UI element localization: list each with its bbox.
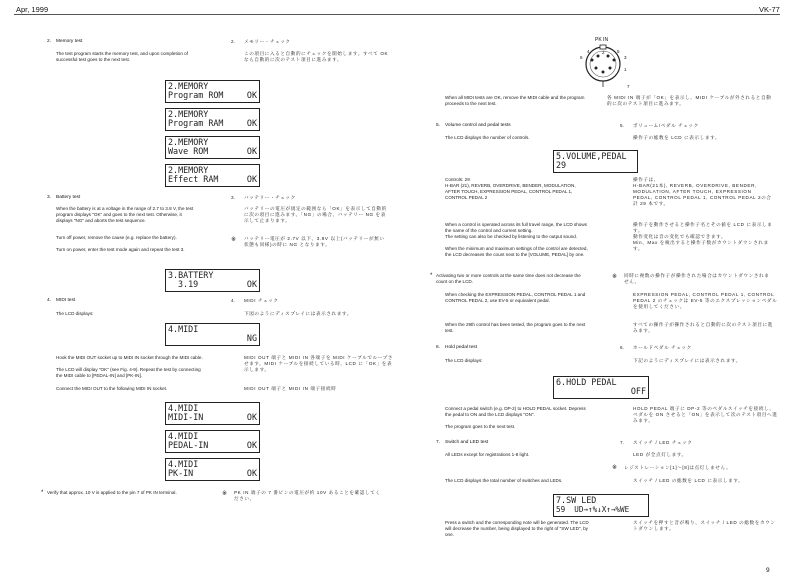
section-5-jp-text-c: Min、Max を検出すると操作子数がカウントダウンされます。	[633, 240, 769, 251]
lcd-memory-effect-ram	[165, 164, 260, 187]
lcd-midi-in	[165, 402, 260, 425]
pin-label-4: 4	[587, 49, 590, 54]
lcd-status: OK	[246, 468, 257, 478]
lcd-memory-program-rom	[165, 80, 260, 103]
section-7-leds-text: All LEDs except for registrations 1-8 light.	[445, 452, 530, 457]
section-3-text-1: When the battery is at a voltage in the range of 2.7 to 3.8 V, the test program displays "OK" and goes to the next test. Otherwise, it displays "NG" and aborts the test sequence.	[56, 206, 194, 223]
section-5-text-b: The setting can also be checked by listening to the output sound.	[445, 234, 578, 239]
section-5-jp-controls-list: H-BAR(21本), REVERB, OVERDRIVE, BENDER, MODULATION, AFTER TOUCH, EXPRESSION PEDAL, CONTROL PEDAL 1, CONTROL PEDAL 2の合計 29 本です。	[633, 183, 772, 206]
section-7-jp-note: レジストレーション[1]〜[8]は点灯しません。	[624, 465, 732, 470]
section-7-jp-display-text: スイッチ / LED の総数を LCD に表示します。	[633, 478, 744, 483]
lcd-line-1: 4.MIDI	[168, 324, 199, 334]
footnote-jp-mark: ※	[222, 491, 228, 497]
control-29-jp-text: すべての操作子が操作されると自動的に次のテスト項目に進みます。	[633, 322, 773, 333]
page-number: 9	[766, 567, 770, 574]
lcd-status: NG	[246, 333, 257, 343]
lcd-battery	[165, 269, 260, 292]
connector-label: PK IN	[595, 37, 609, 43]
lcd-memory-program-ram	[165, 108, 260, 131]
section-5-controls-count: Controls: 29	[445, 177, 470, 182]
lcd-status: OK	[246, 118, 257, 128]
lcd-line-1: 4.MIDI	[168, 459, 199, 469]
section-4-jp-text-2: MIDI OUT 端子と MIDI IN 端子接続時	[244, 386, 337, 391]
section-2-jp-text: この項目に入ると自動的にチェックを開始します。すべて OK なら自動的に次のテスト項目に進みます。	[244, 51, 389, 62]
section-5-jp-text-a: 操作子を動作させると操作子名とその値を LCD に表示します。	[633, 222, 773, 233]
section-5-text-c: When the minimum and maximum settings of the control are detected, the LCD decreases the count next to the [VOLUME, PEDAL] by one.	[445, 246, 588, 257]
section-2-text: The test program starts the memory test, and upon completion of successful test goes to the next test.	[56, 51, 189, 62]
asterisk-jp-mark: ※	[612, 274, 618, 280]
section-4-title: MIDI test	[56, 298, 76, 303]
header-model: VK-77	[759, 5, 780, 14]
section-4-text-2: The LCD will display "OK" (see Fig. 4-9). Repeat the test by connecting the MIDI cable to [PEDAL-IN] and [PK-IN].	[56, 367, 201, 378]
footnote-text: Verify that approx. 10 V is applied to the pin 7 of PK IN terminal.	[47, 490, 177, 495]
pin-label-2: 2	[602, 50, 605, 55]
lcd-line-2: Program ROM	[168, 90, 224, 100]
section-7-title: Switch and LED test	[445, 440, 489, 445]
section-4-text-3: Connect the MIDI OUT to the following MIDI IN socket.	[56, 386, 168, 391]
header-date: Apr, 1999	[16, 5, 49, 14]
pin-label-5: 5	[617, 49, 620, 54]
section-4-text-1: Hook the MIDI OUT socket up to MIDI IN socket through the MIDI cable.	[56, 355, 203, 360]
pk-in-connector-diagram	[572, 37, 634, 91]
lcd-line-1: 4.MIDI	[168, 431, 199, 441]
section-5-controls-list: H-BAR (21), REVERB, OVERDRIVE, BENDER, MODULATION, AFTER TOUCH, EXPRESSION PEDAL, CONTROL PEDAL 1, CONTROL PEDAL 2	[445, 183, 576, 200]
section-6-text-2: The program goes to the next test.	[445, 424, 516, 429]
lcd-line-2: Effect RAM	[168, 174, 219, 184]
section-7-jp-note-mark: ※	[612, 465, 618, 471]
section-5-text-a: When a control is operated across its full travel range, the LCD shows the name of the control and current setting.	[445, 222, 587, 233]
section-7-final-text: Press a switch and the corresponding note will be generated. The LCD will decrease the number, being displayed to the right of "SW LED", by one.	[445, 520, 589, 537]
section-7-number: 7.	[436, 440, 441, 445]
lcd-status: OK	[246, 174, 257, 184]
lcd-volume-pedal	[553, 150, 638, 173]
pin-label-6: 6	[580, 55, 583, 60]
asterisk-text: Activating two or more controls at the same time does not decrease the count on the LCD.	[436, 273, 581, 284]
section-7-jp-number: 7．	[620, 440, 629, 445]
section-5-display-text: The LCD displays the number of controls.	[445, 135, 530, 140]
midi-done-jp-text: 各 MIDI IN 端子が「OK」を表示し、MIDI ケーブルが外されると自動的に次のテスト項目に進みます。	[607, 95, 772, 106]
section-7-jp-title: スイッチ / LED チェック	[633, 440, 693, 445]
lcd-line-1: 4.MIDI	[168, 403, 199, 413]
section-6-text: Connect a pedal switch (e.g. DP-2) to HOLD PEDAL socket. Depress the pedal to ON and the LCD displays "ON".	[445, 406, 586, 417]
asterisk-mark: *	[430, 273, 433, 279]
lcd-line-1: 2.MEMORY	[168, 165, 209, 175]
connector-drawing	[572, 37, 634, 91]
lcd-midi-ng	[165, 323, 260, 346]
section-5-jp-display-text: 操作子の総数を LCD に表示します。	[633, 135, 721, 140]
lcd-memory-wave-rom	[165, 136, 260, 159]
section-3-jp-note: バッテリー電圧が 2.7V 以下、3.8V 以上(バッテリーが無い状態も同様)の時に NG となります。	[244, 236, 385, 247]
pin-label-1: 1	[624, 67, 627, 72]
lcd-status: OFF	[630, 386, 646, 396]
section-6-jp-number: 6．	[620, 345, 629, 350]
pin-label-7: 7	[627, 84, 630, 89]
section-2-title: Memory test	[56, 39, 83, 44]
lcd-status: OK	[246, 90, 257, 100]
section-4-jp-display-text: 下図のようにディスプレイには表示されます。	[244, 311, 352, 316]
lcd-status: OK	[246, 146, 257, 156]
lcd-line-1: 7.SW LED	[556, 495, 597, 505]
section-5-jp-title: ボリューム/ペダル チェック	[633, 123, 699, 128]
lcd-pk-in	[165, 458, 260, 481]
lcd-line-2: PK-IN	[168, 468, 194, 478]
section-5-title: Volume control and pedal tests	[445, 123, 511, 128]
section-2-jp-number: 2．	[231, 39, 240, 44]
section-3-text-2: Turn off power, remove the cause (e.g. replace the battery).	[56, 235, 177, 240]
section-3-text-3: Turn on power, enter the test mode again and repeat the test 3.	[56, 247, 185, 252]
section-2-number: 2.	[47, 39, 52, 44]
lcd-hold-pedal	[553, 376, 649, 399]
lcd-line-1: 2.MEMORY	[168, 81, 209, 91]
lcd-battery-voltage: 3.19	[178, 279, 199, 289]
lcd-line-1: 6.HOLD PEDAL	[556, 377, 617, 387]
section-2-jp-title: メモリー・チェック	[244, 39, 291, 44]
header-rule	[14, 14, 780, 15]
section-3-title: Battery test	[56, 195, 81, 200]
lcd-switch-led	[553, 494, 649, 517]
expression-pedal-text: When checking the EXPRESSION PEDAL, CONTROL PEDAL 1 and CONTROL PEDAL 2, use EV-5 or equivalent pedal.	[445, 292, 586, 303]
section-7-jp-leds-text: LED が全点灯します。	[633, 452, 687, 457]
pin-label-3: 3	[624, 55, 627, 60]
section-6-jp-title: ホールドペダル チェック	[633, 345, 692, 350]
lcd-line-1: 2.MEMORY	[168, 137, 209, 147]
lcd-status: OK	[246, 412, 257, 422]
lcd-line-1: 2.MEMORY	[168, 109, 209, 119]
lcd-line-2: Wave ROM	[168, 146, 209, 156]
section-6-jp-display-text: 下記のようにディスプレイには表示されます。	[633, 358, 741, 363]
section-3-jp-note-mark: ※	[231, 237, 237, 243]
section-4-jp-number: 4．	[231, 298, 240, 303]
control-29-text: When the 29th control has been tested, the program goes to the next test.	[445, 322, 586, 333]
section-3-number: 3.	[47, 195, 52, 200]
section-3-jp-text: バッテリーの電圧が規定の範囲なら「OK」を表示して自動的に次の項目に進みます。「NG」の場合、バッテリー NG を表示して止まります。	[244, 206, 387, 223]
section-5-number: 5.	[436, 123, 441, 128]
lcd-line-2: Program RAM	[168, 118, 224, 128]
lcd-line-1: 3.BATTERY	[168, 270, 214, 280]
expression-pedal-jp-text: EXPRESSION PEDAL, CONTROL PEDAL 1, CONTROL PEDAL 2 のチェックは EV-5 等のエクスプレッションペダルを使用してください。	[633, 292, 778, 309]
section-6-number: 6.	[436, 345, 441, 350]
lcd-line-2: PEDAL-IN	[168, 440, 209, 450]
footnote-jp-text: PK IN 端子の 7 番ピンの電圧が約 10V あることを確認してください。	[234, 490, 381, 501]
lcd-status: OK	[246, 440, 257, 450]
section-4-number: 4.	[47, 298, 52, 303]
section-6-jp-text: HOLD PEDAL 端子に DP-2 等のペダルスイッチを接続し、ペダルを ON させると「ON」を表示して次のテスト項目へ進みます。	[633, 406, 778, 423]
lcd-pedal-in	[165, 430, 260, 453]
section-6-title: Hold pedal test	[445, 345, 477, 350]
section-5-jp-text-b: 動作変化は音の変化でも確認できます。	[633, 234, 727, 239]
midi-done-text: When all MIDI tests are OK, remove the MIDI cable and the program proceeds to the next test.	[445, 95, 585, 106]
footnote-mark: *	[41, 490, 44, 496]
section-6-display-text: The LCD displays:	[445, 358, 483, 363]
lcd-line-2: MIDI-IN	[168, 412, 204, 422]
section-5-jp-number: 5．	[620, 123, 629, 128]
section-3-jp-title: バッテリー・チェック	[244, 195, 296, 200]
lcd-line-1: 5.VOLUME,PEDAL	[556, 151, 627, 161]
section-7-display-text: The LCD displays the total number of switches and LEDs.	[445, 478, 563, 483]
section-4-jp-title: MIDI チェック	[244, 298, 279, 303]
section-4-jp-text-1: MIDI OUT 端子と MIDI IN 各端子を MIDI ケーブルでループさせます。MIDI ケーブルを接続している時、LCD に「OK」を表示します。	[244, 355, 394, 372]
asterisk-jp-text: 同時に複数の操作子が操作された場合はカウントダウンされません。	[624, 273, 770, 284]
section-5-jp-controls: 操作子は、	[633, 177, 659, 182]
lcd-line-2: 59 UD→↑%↓X↑→%WE	[556, 505, 630, 514]
section-3-jp-number: 3．	[231, 195, 240, 200]
lcd-status: OK	[246, 279, 257, 289]
section-4-display-text: The LCD displays:	[56, 311, 94, 316]
section-7-jp-final-text: スイッチを押すと音が鳴り、スイッチ / LED の総数をカウントダウンします。	[633, 520, 776, 531]
lcd-line-2: 29	[556, 160, 567, 170]
